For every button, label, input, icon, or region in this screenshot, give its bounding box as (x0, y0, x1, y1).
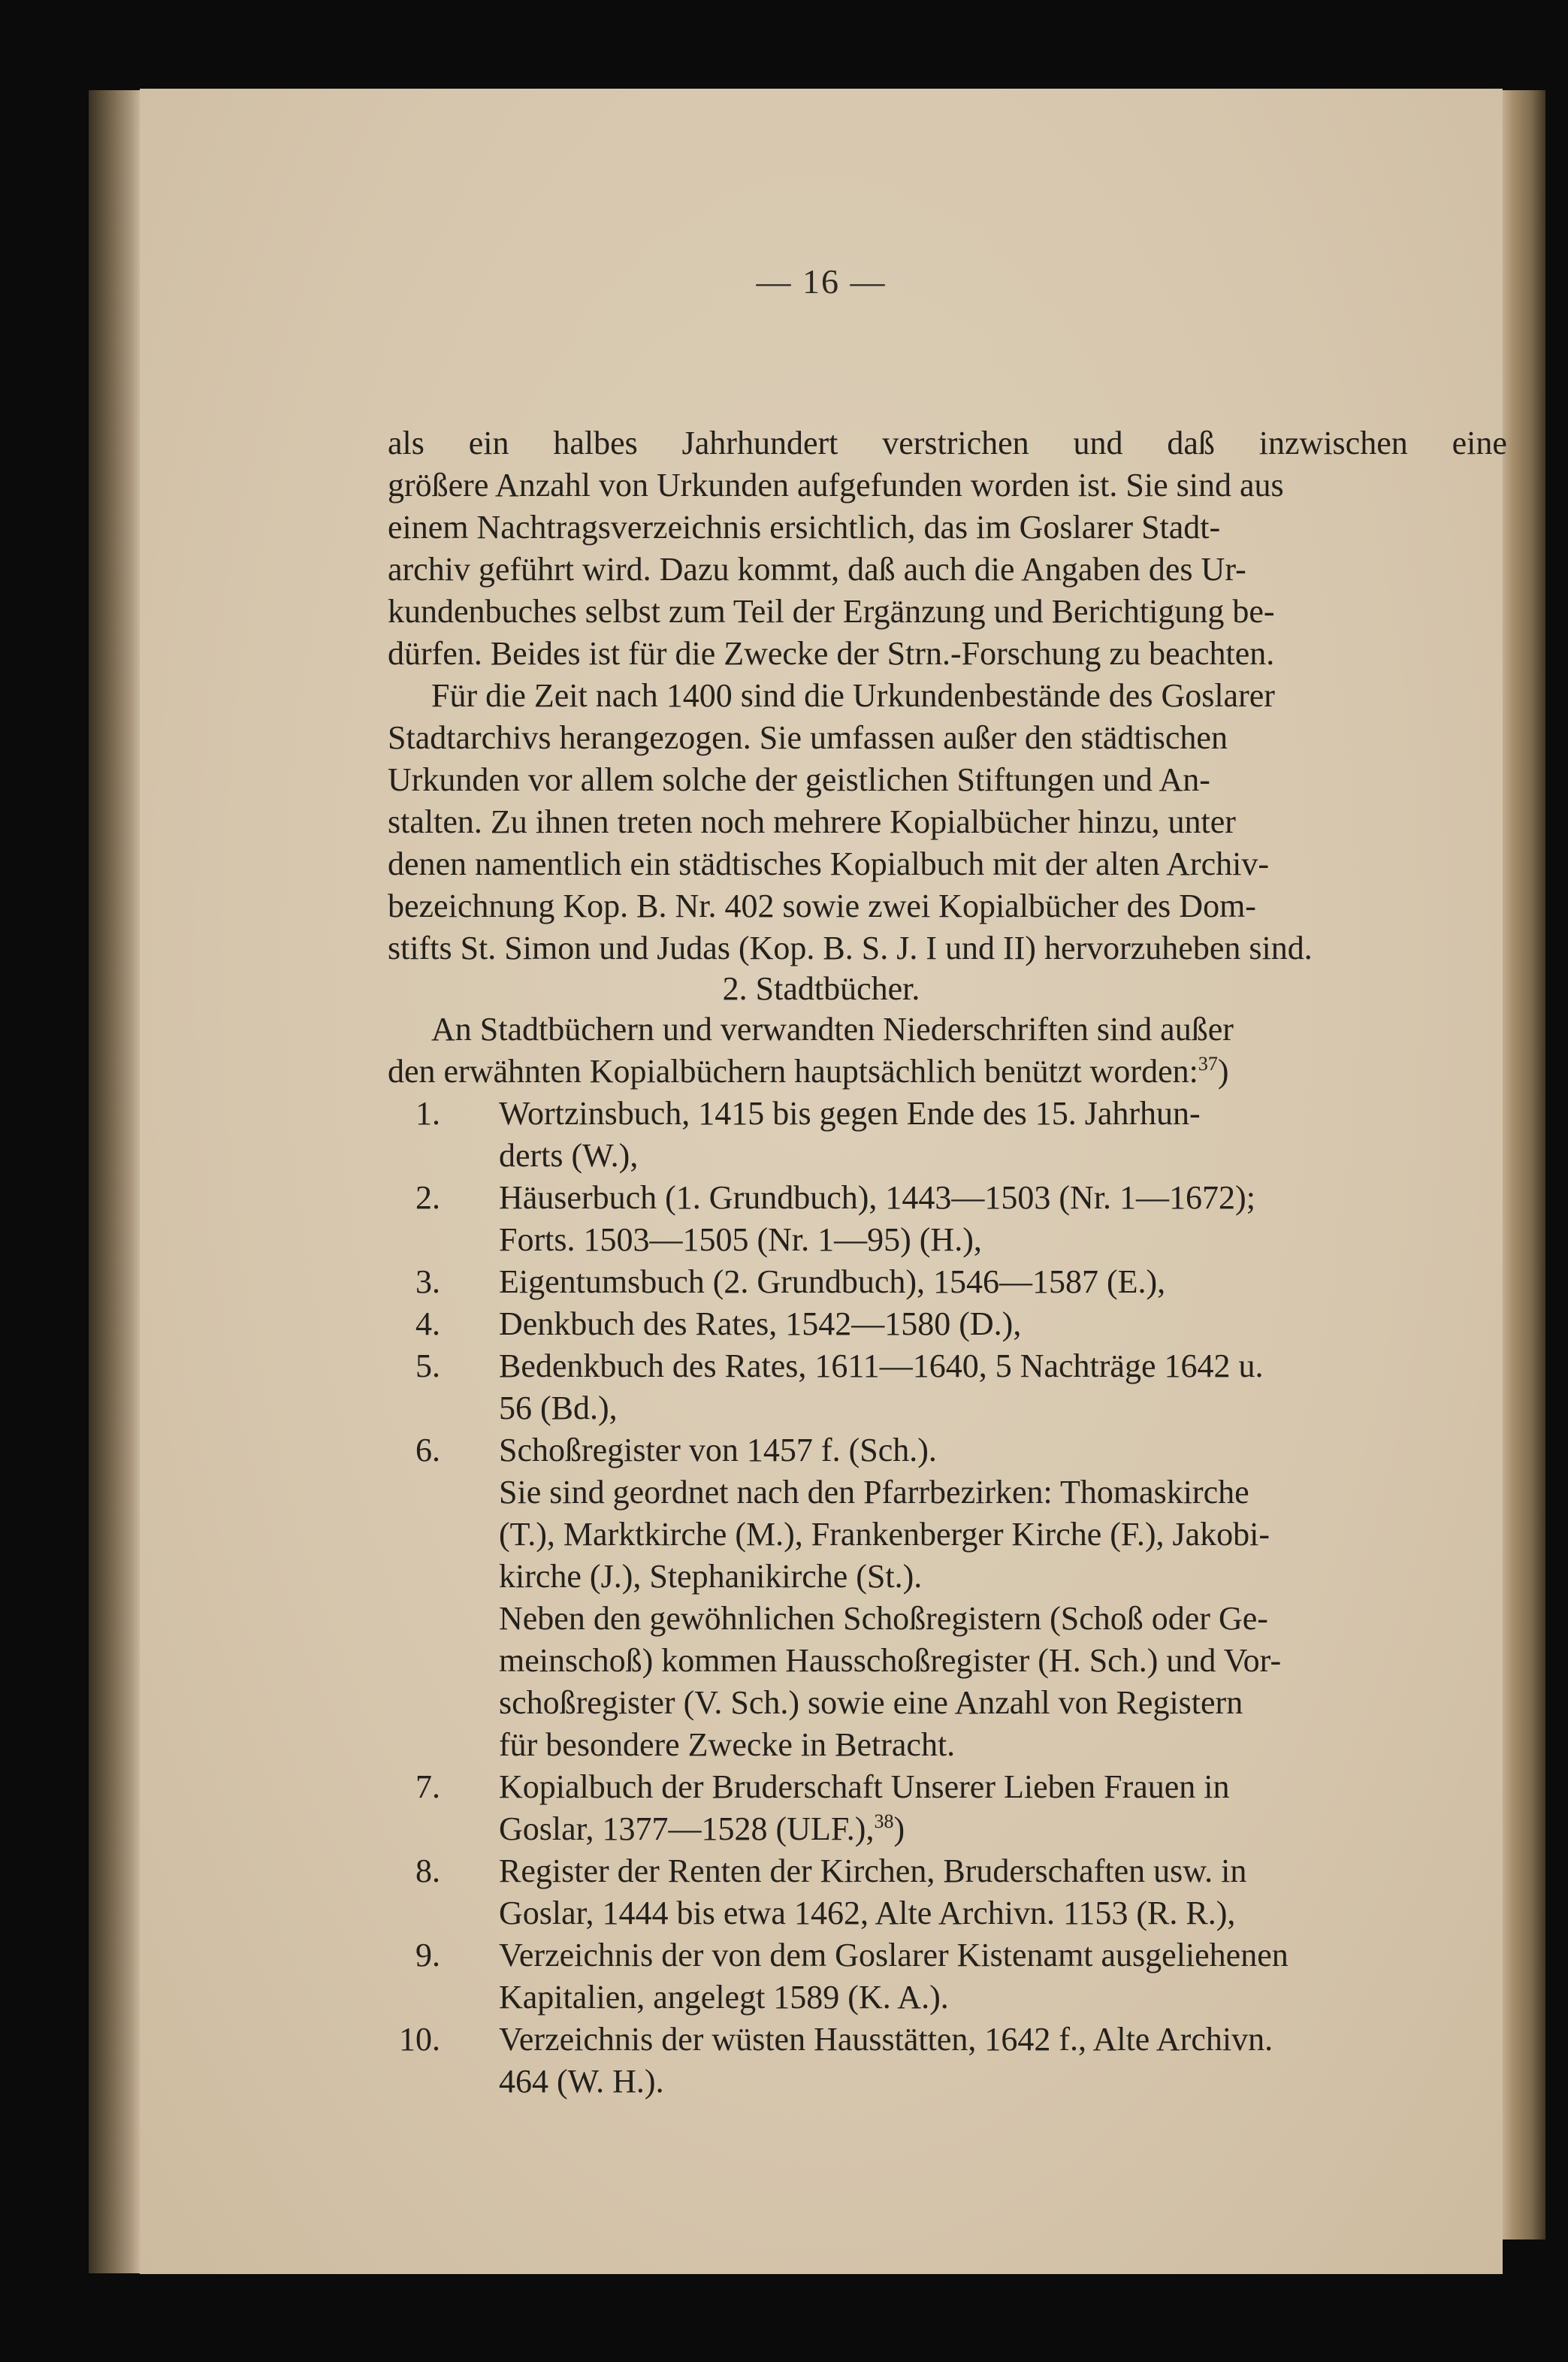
list-item-line: Bedenkbuch des Rates, 1611—1640, 5 Nachträge 1642 u. (499, 1347, 1264, 1384)
list-item-line: Register der Renten der Kirchen, Bruderschaften usw. in (499, 1852, 1247, 1889)
word: und (1073, 425, 1123, 461)
list-item-line: Wortzinsbuch, 1415 bis gegen Ende des 15. Jahrhun- (499, 1095, 1201, 1132)
body-line: denen namentlich ein städtisches Kopialbuch mit der alten Archiv- (388, 845, 1269, 882)
list-item-line: Kapitalien, angelegt 1589 (K. A.). (499, 1979, 949, 2016)
list-number: 6. (415, 1432, 440, 1468)
body-line: stifts St. Simon und Judas (Kop. B. S. J. I und II) hervorzuheben sind. (388, 930, 1313, 966)
body-line: Für die Zeit nach 1400 sind die Urkundenbestände des Goslarer (431, 677, 1275, 714)
list-number: 4. (415, 1305, 440, 1342)
body-line (388, 422, 1507, 464)
list-item-line: Häuserbuch (1. Grundbuch), 1443—1503 (Nr. 1—1672); (499, 1179, 1255, 1216)
word: halbes (553, 425, 638, 461)
body-line: An Stadtbüchern und verwandten Niederschriften sind außer (431, 1011, 1234, 1048)
book-page (140, 89, 1507, 2274)
word: verstrichen (882, 425, 1029, 461)
list-item-line: schoßregister (V. Sch.) sowie eine Anzahl von Registern (499, 1684, 1243, 1721)
body-line: einem Nachtragsverzeichnis ersichtlich, das im Goslarer Stadt- (388, 509, 1221, 546)
list-item-line: Forts. 1503—1505 (Nr. 1—95) (H.), (499, 1221, 982, 1258)
list-item-line: Verzeichnis der von dem Goslarer Kistenamt ausgeliehenen (499, 1937, 1289, 1973)
list-item-line: Eigentumsbuch (2. Grundbuch), 1546—1587 (E.), (499, 1263, 1166, 1300)
word: daß (1167, 425, 1215, 461)
list-item-line: Schoßregister von 1457 f. (Sch.). (499, 1432, 937, 1468)
word: Jahrhundert (681, 425, 838, 461)
list-number: 7. (415, 1768, 440, 1805)
list-number: 8. (415, 1852, 440, 1889)
list-item-line: derts (W.), (499, 1137, 639, 1174)
list-item-line: (T.), Marktkirche (M.), Frankenberger Kirche (F.), Jakobi- (499, 1516, 1270, 1553)
footnote-ref: 38 (874, 1810, 894, 1832)
book-right-edge (1499, 90, 1545, 2240)
list-item-line: für besondere Zwecke in Betracht. (499, 1726, 956, 1763)
list-number: 3. (415, 1263, 440, 1300)
list-item-line: Sie sind geordnet nach den Pfarrbezirken: Thomaskirche (499, 1474, 1249, 1511)
page-number: — 16 — (756, 262, 887, 301)
body-line: Stadtarchivs herangezogen. Sie umfassen außer den städtischen (388, 719, 1228, 756)
body-line: Urkunden vor allem solche der geistlichen Stiftungen und An- (388, 761, 1210, 798)
list-item-line: Denkbuch des Rates, 1542—1580 (D.), (499, 1305, 1022, 1342)
list-item-line: Neben den gewöhnlichen Schoßregistern (Schoß oder Ge- (499, 1600, 1268, 1637)
body-line: größere Anzahl von Urkunden aufgefunden worden ist. Sie sind aus (388, 467, 1284, 504)
word: inzwischen (1258, 425, 1408, 461)
body-line: den erwähnten Kopialbüchern hauptsächlich benützt worden:$^{37}$) (388, 1053, 1229, 1090)
list-item-line: Goslar, 1444 bis etwa 1462, Alte Archivn. 1153 (R. R.), (499, 1895, 1236, 1931)
list-item-line: Kopialbuch der Bruderschaft Unserer Lieben Frauen in (499, 1768, 1230, 1805)
list-number: 1. (415, 1095, 440, 1132)
section-heading: 2. Stadtbücher. (722, 970, 920, 1007)
list-item-line: 464 (W. H.). (499, 2063, 664, 2100)
body-line: kundenbuches selbst zum Teil der Ergänzung und Berichtigung be- (388, 593, 1275, 630)
list-number: 5. (415, 1347, 440, 1384)
list-item-line: 56 (Bd.), (499, 1390, 618, 1426)
list-number: 9. (415, 1937, 440, 1973)
list-item-line: Goslar, 1377—1528 (ULF.),$^{38}$) (499, 1810, 905, 1847)
word: eine (1452, 425, 1507, 461)
list-number: 10. (399, 2021, 440, 2058)
body-line: bezeichnung Kop. B. Nr. 402 sowie zwei Kopialbücher des Dom- (388, 888, 1256, 924)
body-line: dürfen. Beides ist für die Zwecke der Strn.-Forschung zu beachten. (388, 635, 1275, 672)
list-item-line: kirche (J.), Stephanikirche (St.). (499, 1558, 923, 1595)
list-item-line: Verzeichnis der wüsten Hausstätten, 1642 f., Alte Archivn. (499, 2021, 1273, 2058)
book-left-edge (89, 90, 141, 2273)
word: ein (468, 425, 509, 461)
list-number: 2. (415, 1179, 440, 1216)
list-item-line: meinschoß) kommen Hausschoßregister (H. Sch.) und Vor- (499, 1642, 1282, 1679)
footnote-ref: 37 (1198, 1053, 1218, 1075)
body-line: stalten. Zu ihnen treten noch mehrere Kopialbücher hinzu, unter (388, 803, 1236, 840)
word: als (388, 425, 424, 461)
body-line: archiv geführt wird. Dazu kommt, daß auch die Angaben des Ur- (388, 551, 1246, 588)
